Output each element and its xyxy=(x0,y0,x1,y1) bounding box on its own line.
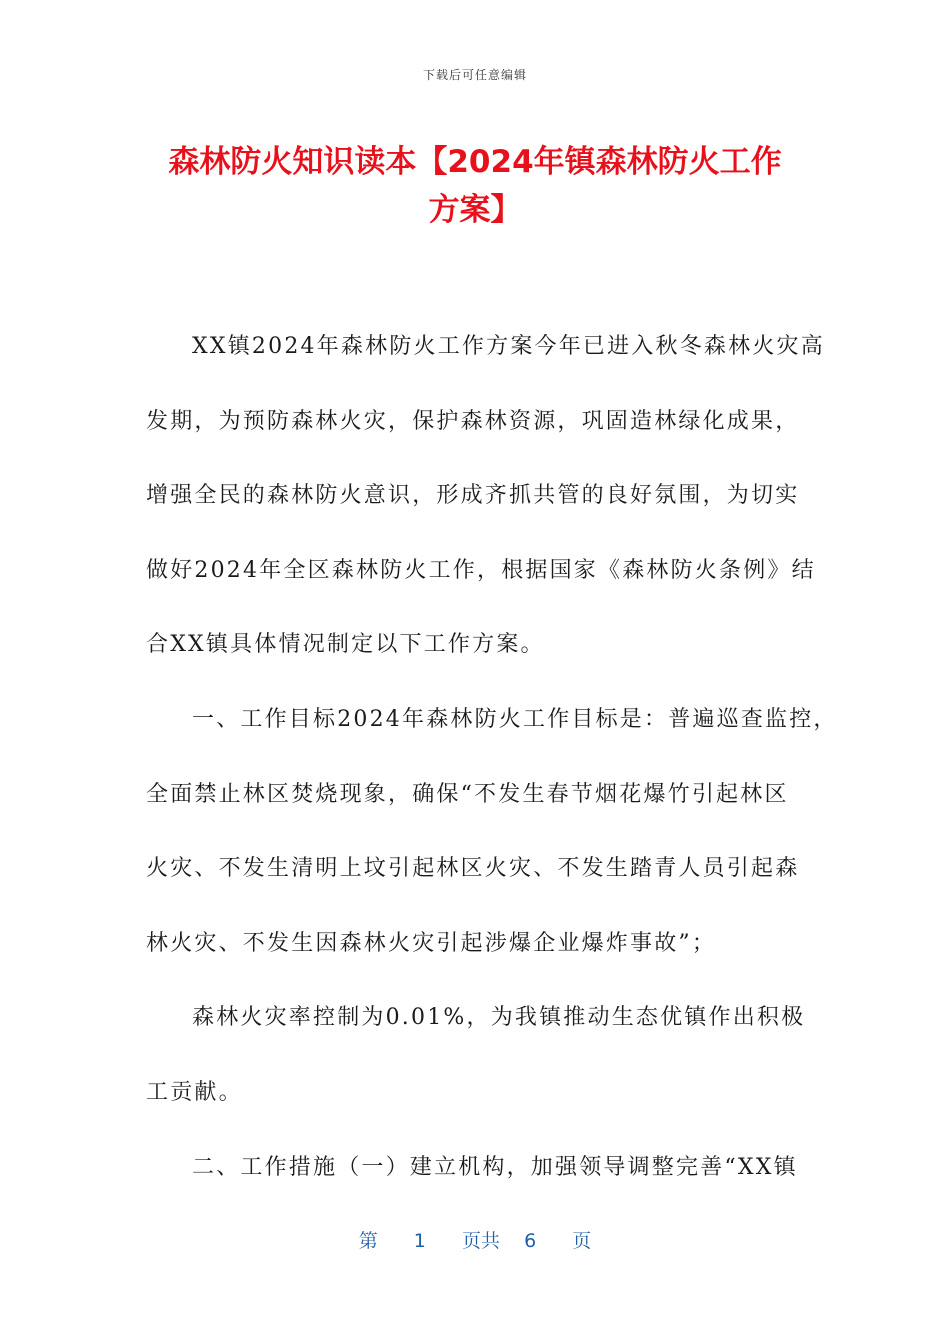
page-label-mid: 页共 xyxy=(461,1230,500,1252)
body-line: 森林火灾率控制为0.01%，为我镇推动生态优镇作出积极 xyxy=(192,1005,806,1031)
body-line: 发期，为预防森林火灾，保护森林资源，巩固造林绿化成果， xyxy=(146,408,800,434)
title-line-2: 方案】 xyxy=(428,192,522,228)
document-title xyxy=(120,138,830,234)
document-body xyxy=(146,322,838,1217)
page-label-prefix: 第 xyxy=(358,1230,378,1252)
body-line: 做好2024年全区森林防火工作，根据国家《森林防火条例》结 xyxy=(146,557,816,583)
page-current: 1 xyxy=(413,1230,426,1252)
body-line: 二、工作措施（一）建立机构，加强领导调整完善“XX镇 xyxy=(192,1154,798,1180)
body-line: 合XX镇具体情况制定以下工作方案。 xyxy=(146,632,545,658)
body-line: XX镇2024年森林防火工作方案今年已进入秋冬森林火灾高 xyxy=(192,334,825,359)
body-line: 火灾、不发生清明上坟引起林区火灾、不发生踏青人员引起森 xyxy=(146,856,800,882)
page-footer xyxy=(0,1226,950,1253)
header-note: 下载后可任意编辑 xyxy=(422,68,527,82)
body-line: 全面禁止林区焚烧现象，确保“不发生春节烟花爆竹引起林区 xyxy=(146,781,789,807)
page-total: 6 xyxy=(524,1230,537,1252)
body-line: 林火灾、不发生因森林火灾引起涉爆企业爆炸事故”； xyxy=(146,930,717,956)
page-label-suffix: 页 xyxy=(572,1230,592,1252)
body-line: 工贡献。 xyxy=(146,1079,243,1105)
body-line: 一、工作目标2024年森林防火工作目标是：普遍巡查监控， xyxy=(192,706,838,732)
body-line: 增强全民的森林防火意识，形成齐抓共管的良好氛围，为切实 xyxy=(146,483,800,509)
title-line-1: 森林防火知识读本【2024年镇森林防火工作 xyxy=(168,144,782,180)
